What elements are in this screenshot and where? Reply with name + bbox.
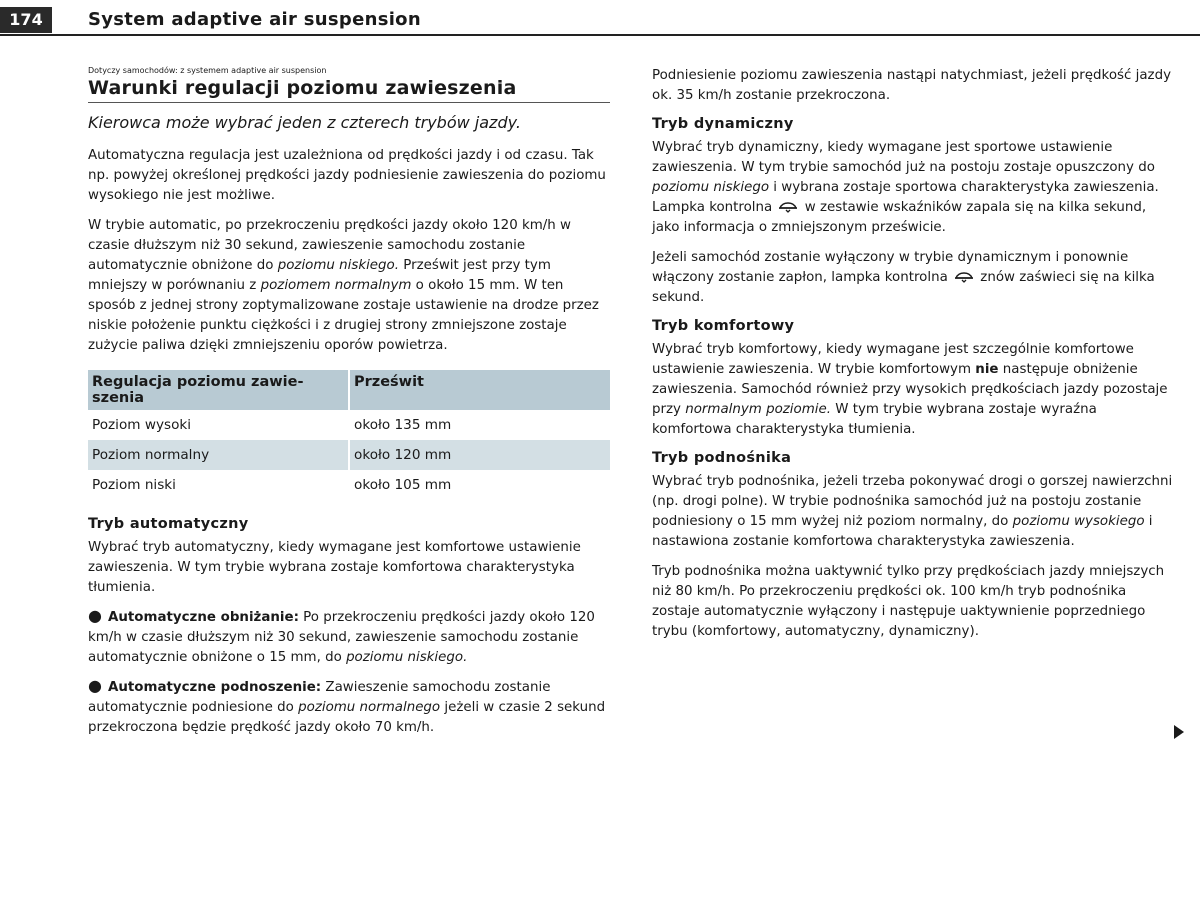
table-cell: około 135 mm (354, 417, 452, 433)
table-row (88, 470, 610, 500)
paragraph: Wybrać tryb podnośnika, jeżeli trzeba pokonywać drogi o gorszej nawierzchni (np. drogi polne). W trybie podnośnika samochód już na postoju zostanie podniesiony o 15 mm wyżej niż poziom normalny, do poziomu wysokiego i nastawiona zostanie komfortowa charakterystyka zawieszenia. (652, 474, 1173, 549)
right-column (652, 60, 1174, 652)
paragraph: Wybrać tryb dynamiczny, kiedy wymagane jest sportowe ustawienie zawieszenia. W tym trybie samochód już na postoju zostaje opuszczony do poziomu niskiego i wybrana zostaje sportowa charakterystyka zawieszenia. Lampka kontrolna w zestawie wskaźników zapala się na kilka sekund, jako informacja o zmniejszonym prześwicie. (652, 140, 1159, 235)
page-number: 174 (0, 7, 52, 33)
table-cell: Poziom wysoki (88, 410, 349, 440)
subsection-title: Tryb komfortowy (652, 318, 795, 334)
table-cell: około 105 mm (354, 477, 452, 493)
continue-arrow-icon (1174, 725, 1184, 739)
subsection-title: Tryb dynamiczny (652, 116, 794, 132)
level-table (88, 370, 610, 500)
page-header (0, 0, 1200, 36)
table-header-cell: Prześwit (349, 370, 610, 410)
table-cell: Poziom niski (88, 470, 349, 500)
suspension-lamp-icon (954, 271, 974, 283)
subsection-title: Tryb podnośnika (652, 450, 792, 466)
table-header-row (88, 370, 610, 410)
table-row (88, 410, 610, 440)
suspension-lamp-icon (778, 201, 798, 213)
section-title: Warunki regulacji poziomu zawieszenia (88, 77, 610, 103)
paragraph: Tryb podnośnika można uaktywnić tylko przy prędkościach jazdy mniejszych niż 80 km/h. Po przekroczeniu prędkości ok. 100 km/h tryb podnośnika zostaje automatycznie wyłączony i następuje uaktywnienie poprzedniego trybu (komfortowy, automatyczny, dynamiczny). (652, 564, 1165, 639)
bullet-item: ● Automatyczne obniżanie: Po przekroczeniu prędkości jazdy około 120 km/h w czasie dłuższym niż 30 sekund, zawieszenie samochodu zostanie automatycznie obniżone o 15 mm, do poziomu niskiego. (88, 606, 595, 665)
paragraph: Wybrać tryb komfortowy, kiedy wymagane jest szczególnie komfortowe ustawienie zawieszenia. W trybie komfortowym nie następuje obniżenie zawieszenia. Samochód również przy wysokich prędkościach jazdy pozostaje przy normalnym poziomie. W tym trybie wybrana zostaje wyraźna komfortowa charakterystyka tłumienia. (652, 342, 1168, 437)
paragraph: W trybie automatic, po przekroczeniu prędkości jazdy około 120 km/h w czasie dłuższym niż 30 sekund, zawieszenie samochodu zostanie automatycznie obniżone do poziomu niskiego. Prześwit jest przy tym mniejszy w porównaniu z poziomem normalnym o około 15 mm. W ten sposób z jednej strony zoptymalizowane zostaje ustawienie na drodze przez niskie położenie punktu ciężkości i z drugiej strony zmniejszone zostaje zużycie paliwa dzięki zmniejszeniu oporów powietrza. (88, 218, 599, 353)
left-column (88, 60, 610, 748)
paragraph: Podniesienie poziomu zawieszenia nastąpi natychmiast, jeżeli prędkość jazdy ok. 35 km/h zostanie przekroczona. (652, 68, 1171, 103)
paragraph: Automatyczna regulacja jest uzależniona od prędkości jazdy i od czasu. Tak np. powyżej określonej prędkości jazdy podniesienie zawieszenia do poziomu wysokiego nie jest możliwe. (88, 148, 606, 203)
paragraph: Jeżeli samochód zostanie wyłączony w trybie dynamicznym i ponownie włączony zostanie zapłon, lampka kontrolna znów zaświeci się na kilka sekund. (652, 250, 1155, 305)
bullet-item: ● Automatyczne podnoszenie: Zawieszenie samochodu zostanie automatycznie podniesione do poziomu normalnego jeżeli w czasie 2 sekund przekroczona będzie prędkość jazdy około 70 km/h. (88, 676, 606, 735)
table-cell: Poziom normalny (88, 440, 349, 470)
table-cell: około 120 mm (349, 440, 610, 470)
table-header-cell: Regulacja poziomu zawieszenia (88, 370, 349, 410)
applies-to-note: Dotyczy samochodów: z systemem adaptive air suspension (88, 66, 327, 75)
chapter-title: System adaptive air suspension (88, 9, 421, 30)
table-row (88, 440, 610, 470)
lead-text: Kierowca może wybrać jeden z czterech trybów jazdy. (88, 113, 521, 132)
paragraph: Wybrać tryb automatyczny, kiedy wymagane jest komfortowe ustawienie zawieszenia. W tym trybie wybrana zostaje komfortowa charakterystyka tłumienia. (88, 540, 581, 595)
subsection-title: Tryb automatyczny (88, 516, 249, 532)
